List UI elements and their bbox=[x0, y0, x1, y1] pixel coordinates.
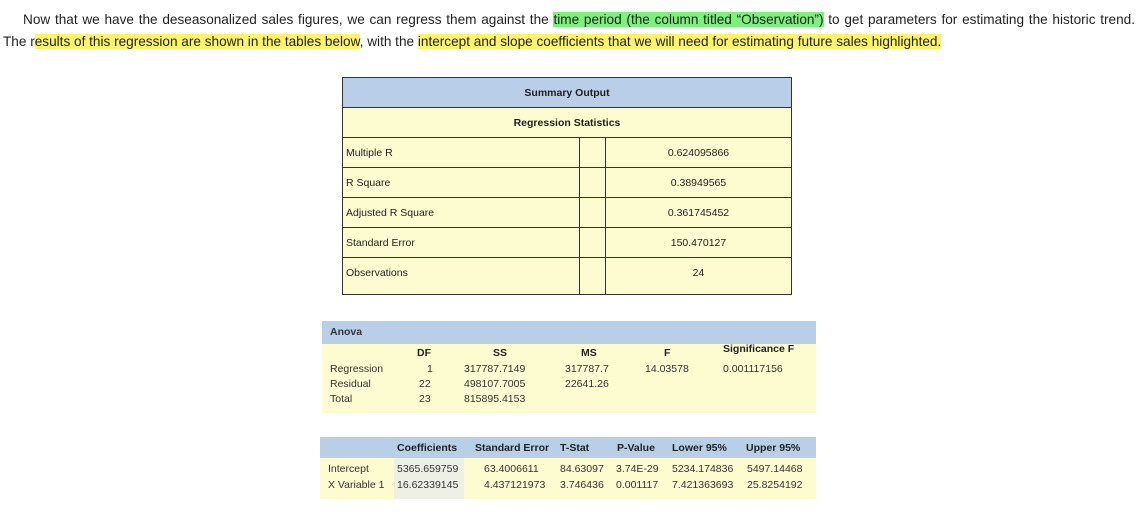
highlight-coefficients: intercept and slope coefficients that we will need for estimating future sales highlighted. bbox=[417, 34, 942, 49]
stat-row-r-square bbox=[343, 168, 791, 198]
anova-header-df: DF bbox=[417, 347, 431, 359]
coef-header-upper-95: Upper 95% bbox=[746, 442, 801, 454]
coef-upper-95-value: 5497.14468 bbox=[747, 463, 803, 475]
coef-header-t-stat: T-Stat bbox=[560, 442, 590, 454]
anova-title: Anova bbox=[322, 321, 816, 344]
coef-row-label: X Variable 1 bbox=[328, 479, 385, 491]
anova-ss-value: 498107.7005 bbox=[464, 378, 526, 390]
stat-value: 0.38949565 bbox=[670, 177, 727, 189]
stat-row-multiple-r bbox=[343, 138, 791, 168]
stat-empty-cell bbox=[580, 258, 606, 294]
coef-row-label: Intercept bbox=[328, 463, 369, 475]
stat-empty-cell bbox=[580, 198, 606, 227]
coef-t-stat-value: 3.746436 bbox=[560, 479, 604, 491]
coef-lower-95-value: 7.421363693 bbox=[672, 479, 734, 491]
stat-row-observations bbox=[343, 258, 791, 294]
intro-paragraph bbox=[3, 9, 1135, 53]
highlight-time-period: time period (the column titled “Observation”) bbox=[553, 12, 824, 27]
coef-value: 16.62339145 bbox=[397, 479, 459, 491]
anova-header-significance-f: Significance F bbox=[723, 343, 795, 355]
stat-empty-cell bbox=[580, 168, 606, 197]
coef-standard-error-value: 4.437121973 bbox=[484, 479, 546, 491]
anova-ms-value: 22641.26 bbox=[565, 378, 609, 390]
anova-ss-value: 815895.4153 bbox=[464, 393, 526, 405]
coef-p-value: 0.001117 bbox=[616, 479, 659, 491]
coefficients-table bbox=[320, 437, 816, 499]
stat-label: Observations bbox=[343, 258, 580, 294]
stat-row-adjusted-r-square bbox=[343, 198, 791, 228]
stat-value: 150.470127 bbox=[670, 237, 727, 249]
regression-statistics-title: Regression Statistics bbox=[343, 108, 791, 138]
paragraph-text-1: Now that we have the deseasonalized sales figures, we can regress them against the bbox=[23, 12, 554, 27]
coef-p-value: 3.74E-29 bbox=[616, 463, 659, 475]
stat-label: Multiple R bbox=[343, 138, 580, 167]
anova-header-f: F bbox=[664, 347, 671, 359]
anova-ss-value: 317787.7149 bbox=[464, 363, 526, 375]
anova-significance-f-value: 0.001117156 bbox=[723, 363, 783, 375]
coef-header-coefficients: Coefficients bbox=[397, 442, 458, 454]
coef-value: 5365.659759 bbox=[397, 463, 459, 475]
stat-empty-cell bbox=[580, 228, 606, 257]
stat-value: 24 bbox=[692, 267, 705, 279]
anova-f-value: 14.03578 bbox=[645, 363, 689, 375]
stat-empty-cell bbox=[580, 138, 606, 167]
anova-table bbox=[322, 321, 816, 413]
coef-header-p-value: P-Value bbox=[617, 442, 655, 454]
stat-value: 0.624095866 bbox=[667, 147, 730, 159]
stat-value: 0.361745452 bbox=[667, 207, 730, 219]
summary-output-table bbox=[342, 77, 792, 295]
anova-df-value: 22 bbox=[419, 378, 431, 390]
paragraph-text-3: , with the bbox=[359, 34, 418, 49]
paragraph-text-2: to get parameters for estimating the historic trend. The r bbox=[3, 12, 1135, 49]
anova-header-ss: SS bbox=[493, 347, 508, 359]
summary-title: Summary Output bbox=[343, 78, 791, 108]
coef-upper-95-value: 25.8254192 bbox=[747, 479, 803, 491]
coef-standard-error-value: 63.4006611 bbox=[484, 463, 539, 475]
coef-header-lower-95: Lower 95% bbox=[672, 442, 727, 454]
stat-row-standard-error bbox=[343, 228, 791, 258]
anova-row-label: Residual bbox=[330, 378, 371, 390]
stat-label: Standard Error bbox=[343, 228, 580, 257]
coef-lower-95-value: 5234.174836 bbox=[672, 463, 734, 475]
anova-row-label: Regression bbox=[330, 363, 384, 375]
anova-ms-value: 317787.7 bbox=[565, 363, 609, 375]
highlight-results: esults of this regression are shown in the tables below bbox=[34, 34, 360, 49]
anova-df-value: 1 bbox=[427, 363, 433, 375]
stat-label: Adjusted R Square bbox=[343, 198, 580, 227]
coef-header-standard-error: Standard Error bbox=[475, 442, 550, 454]
anova-row-label: Total bbox=[330, 393, 353, 405]
coef-t-stat-value: 84.63097 bbox=[560, 463, 604, 475]
anova-df-value: 23 bbox=[419, 393, 431, 405]
stat-label: R Square bbox=[343, 168, 580, 197]
anova-header-ms: MS bbox=[581, 347, 597, 359]
